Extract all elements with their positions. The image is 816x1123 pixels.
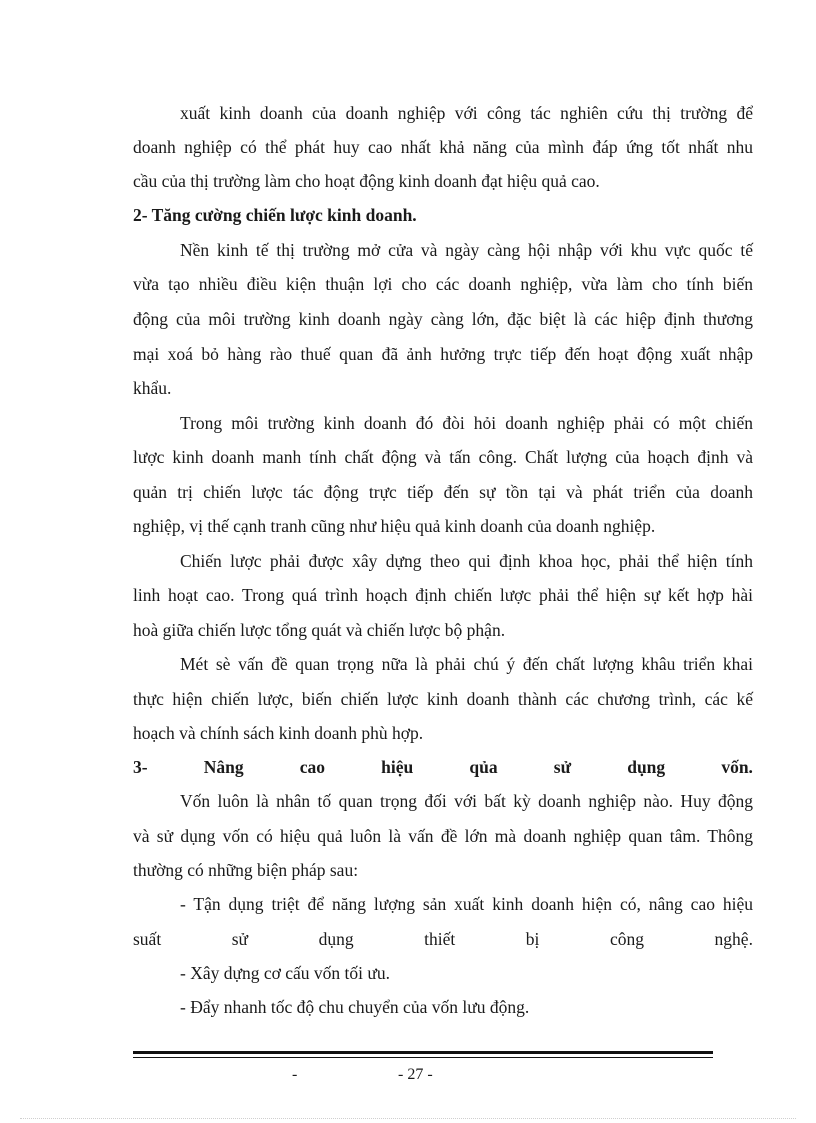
paragraph-5-line-1: Mét sè vấn đề quan trọng nữa là phải chú ý đến chất lượng khâu triển khai	[180, 654, 753, 674]
heading-3-word: dụng	[627, 757, 666, 777]
bullet-1-word: công	[609, 929, 644, 949]
footer-dash: -	[292, 1066, 298, 1083]
bullet-1-word: nghệ.	[714, 929, 753, 949]
page-number: - 27 -	[398, 1066, 433, 1083]
paragraph-4-line-1: Chiến lược phải được xây dựng theo qui định khoa học, phải thể hiện tính	[180, 551, 753, 571]
bullet-3: - Đẩy nhanh tốc độ chu chuyển của vốn lưu động.	[180, 997, 530, 1017]
paragraph-5-line-3: hoạch và chính sách kinh doanh phù hợp.	[133, 723, 424, 743]
paragraph-3-line-3: quản trị chiến lược tác động trực tiếp đến sự tồn tại và phát triển của doanh	[133, 482, 753, 502]
heading-3-word: qủa	[469, 757, 498, 777]
paragraph-1-line-3: cầu của thị trường làm cho hoạt động kinh doanh đạt hiệu quả cao.	[133, 171, 600, 191]
paragraph-6-line-1: Vốn luôn là nhân tố quan trọng đối với bất kỳ doanh nghiệp nào. Huy động	[180, 791, 753, 811]
paragraph-2-line-3: động của môi trường kinh doanh ngày càng lớn, đặc biệt là các hiệp định thương	[133, 309, 753, 329]
page-edge-divider	[20, 1118, 796, 1119]
section-heading-3	[133, 757, 753, 777]
paragraph-2-line-2: vừa tạo nhiều điều kiện thuận lợi cho các doanh nghiệp, vừa làm cho tính biến	[133, 274, 753, 294]
paragraph-1-line-2: doanh nghiệp có thể phát huy cao nhất khả năng của mình đáp ứng tốt nhất nhu	[133, 137, 753, 157]
heading-3-word: hiệu	[381, 757, 414, 777]
paragraph-4-line-2: linh hoạt cao. Trong quá trình hoạch định chiến lược phải thể hiện sự kết hợp hài	[133, 585, 753, 605]
paragraph-2-line-5: khẩu.	[133, 378, 172, 398]
paragraph-5-line-2: thực hiện chiến lược, biến chiến lược kinh doanh thành các chương trình, các kế	[133, 689, 753, 709]
paragraph-2-line-1: Nền kinh tế thị trường mở cửa và ngày càng hội nhập với khu vực quốc tế	[180, 240, 753, 260]
heading-3-word: cao	[299, 757, 326, 777]
paragraph-6-line-3: thường có những biện pháp sau:	[133, 860, 359, 880]
heading-3-word: vốn.	[721, 757, 753, 777]
paragraph-6-line-2: và sử dụng vốn có hiệu quả luôn là vấn đề lớn mà doanh nghiệp quan tâm. Thông	[133, 826, 753, 846]
paragraph-2-line-4: mại xoá bỏ hàng rào thuế quan đã ảnh hưởng trực tiếp đến hoạt động xuất nhập	[133, 344, 753, 364]
paragraph-3-line-4: nghiệp, vị thế cạnh tranh cũng như hiệu quả kinh doanh của doanh nghiệp.	[133, 516, 656, 536]
bullet-1-word: bị	[525, 929, 540, 949]
paragraph-3-line-2: lược kinh doanh manh tính chất động và tấn công. Chất lượng của hoạch định và	[133, 447, 753, 467]
bullet-1-word: dụng	[318, 929, 354, 949]
footer-rule-thick	[133, 1051, 713, 1054]
paragraph-3-line-1: Trong môi trường kinh doanh đó đòi hỏi doanh nghiệp phải có một chiến	[180, 413, 753, 433]
paragraph-1-line-1: xuất kinh doanh của doanh nghiệp với công tác nghiên cứu thị trường để	[180, 103, 753, 123]
bullet-1-word: sử	[231, 929, 249, 949]
bullet-1-word: thiết	[424, 929, 456, 949]
heading-3-word: Nâng	[203, 757, 244, 777]
bullet-1-line-2	[133, 929, 753, 949]
bullet-1-word: suất	[133, 929, 162, 949]
bullet-2: - Xây dựng cơ cấu vốn tối ưu.	[180, 963, 390, 983]
section-heading-2: 2- Tăng cường chiến lược kinh doanh.	[133, 205, 417, 225]
bullet-1-line-1: - Tận dụng triệt để năng lượng sản xuất kinh doanh hiện có, nâng cao hiệu	[180, 894, 753, 914]
heading-3-word: sử	[553, 757, 572, 777]
footer-rule-thin	[133, 1057, 713, 1058]
heading-3-word: 3-	[133, 757, 148, 777]
paragraph-4-line-3: hoà giữa chiến lược tổng quát và chiến lược bộ phận.	[133, 620, 506, 640]
